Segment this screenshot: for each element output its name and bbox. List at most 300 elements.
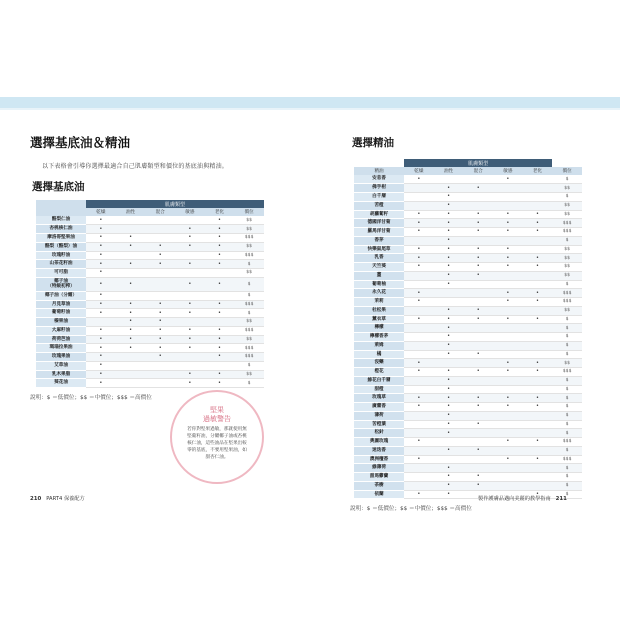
essential-oil-empty-cell xyxy=(434,455,464,464)
bullet-mark: • xyxy=(447,350,451,357)
essential-oil-name: 綠花白千層 xyxy=(354,376,404,385)
essential-oil-price: $ xyxy=(552,403,582,412)
essential-oil-mark-cell xyxy=(463,481,493,490)
essential-oil-mark-cell xyxy=(463,210,493,219)
bullet-mark: • xyxy=(99,225,103,232)
essential-oil-empty-cell xyxy=(404,376,434,385)
carrier-oil-row xyxy=(36,291,264,300)
essential-oil-empty-cell xyxy=(404,201,434,210)
price-legend-right: 說明：$ ＝低價位；$$ ＝中價位；$$$ ＝高價位 xyxy=(350,506,472,513)
essential-oil-price: $ xyxy=(552,324,582,333)
essential-oil-price: $$ xyxy=(552,184,582,193)
carrier-oil-name: 葵花油 xyxy=(36,379,86,388)
carrier-oil-mark-cell xyxy=(116,242,146,251)
essential-oil-empty-cell xyxy=(463,411,493,420)
bullet-mark: • xyxy=(99,269,103,276)
carrier-oil-price: $$ xyxy=(234,370,264,379)
bullet-mark: • xyxy=(535,368,539,375)
essential-oil-name: 澳洲檀香 xyxy=(354,455,404,464)
bullet-mark: • xyxy=(188,370,192,377)
carrier-oil-price: $ xyxy=(234,277,264,291)
essential-oil-empty-cell xyxy=(523,193,553,202)
essential-oil-empty-cell xyxy=(493,280,523,289)
bullet-mark: • xyxy=(506,210,510,217)
bullet-mark: • xyxy=(506,175,510,182)
bullet-mark: • xyxy=(158,300,162,307)
bullet-mark: • xyxy=(188,344,192,351)
essential-oil-row xyxy=(354,376,582,385)
essential-oil-mark-cell xyxy=(493,210,523,219)
bullet-mark: • xyxy=(535,403,539,410)
essential-oil-mark-cell xyxy=(404,359,434,368)
essential-oil-mark-cell xyxy=(434,324,464,333)
essential-oil-mark-cell xyxy=(404,315,434,324)
essential-oil-row xyxy=(354,350,582,359)
carrier-oil-empty-cell xyxy=(205,291,235,300)
essential-oil-empty-cell xyxy=(404,429,434,438)
essential-oil-empty-cell xyxy=(463,324,493,333)
carrier-oil-mark-cell xyxy=(205,277,235,291)
essential-oil-empty-cell xyxy=(493,376,523,385)
essential-oil-mark-cell xyxy=(493,368,523,377)
carrier-oil-row xyxy=(36,269,264,278)
essential-oil-empty-cell xyxy=(493,306,523,315)
essential-oil-name: 苦橙 xyxy=(354,201,404,210)
essential-oil-price: $$$ xyxy=(552,289,582,298)
carrier-col-header: 價位 xyxy=(234,208,264,216)
essential-oil-price: $$ xyxy=(552,359,582,368)
bullet-mark: • xyxy=(535,359,539,366)
bullet-mark: • xyxy=(476,245,480,252)
bullet-mark: • xyxy=(217,243,221,250)
carrier-oil-mark-cell xyxy=(116,344,146,353)
bullet-mark: • xyxy=(447,447,451,454)
left-running-head: PART4 保養配方 xyxy=(46,496,85,502)
bullet-mark: • xyxy=(417,394,421,401)
essential-oil-name: 甜橙 xyxy=(354,385,404,394)
bullet-mark: • xyxy=(476,228,480,235)
bullet-mark: • xyxy=(447,403,451,410)
essential-oil-empty-cell xyxy=(434,175,464,184)
essential-oil-name: 玫瑰草 xyxy=(354,394,404,403)
carrier-oil-mark-cell xyxy=(86,242,116,251)
bullet-mark: • xyxy=(417,263,421,270)
carrier-oil-mark-cell xyxy=(86,251,116,260)
essential-oil-row xyxy=(354,429,582,438)
carrier-oil-name: 山茶花籽油 xyxy=(36,260,86,269)
carrier-oil-name: 酪梨（酪梨）油 xyxy=(36,242,86,251)
essential-oil-price: $ xyxy=(552,464,582,473)
bullet-mark: • xyxy=(417,245,421,252)
essential-oil-price: $ xyxy=(552,490,582,499)
bullet-mark: • xyxy=(447,280,451,287)
essential-oil-name: 茶樹 xyxy=(354,481,404,490)
essential-oil-mark-cell xyxy=(434,271,464,280)
essential-oil-name: 苦橙葉 xyxy=(354,420,404,429)
essential-oil-empty-cell xyxy=(523,376,553,385)
bullet-mark: • xyxy=(535,438,539,445)
bullet-mark: • xyxy=(447,263,451,270)
essential-oil-row xyxy=(354,175,582,184)
essential-oil-empty-cell xyxy=(493,236,523,245)
bullet-mark: • xyxy=(535,298,539,305)
essential-oil-empty-cell xyxy=(404,280,434,289)
bullet-mark: • xyxy=(506,254,510,261)
essential-oil-empty-cell xyxy=(434,289,464,298)
essential-oil-empty-cell xyxy=(463,455,493,464)
essential-oil-empty-cell xyxy=(493,271,523,280)
essential-oil-mark-cell xyxy=(404,210,434,219)
carrier-oil-mark-cell xyxy=(175,309,205,318)
bullet-mark: • xyxy=(417,298,421,305)
carrier-oil-empty-cell xyxy=(116,269,146,278)
essential-oil-empty-cell xyxy=(493,473,523,482)
essential-oil-mark-cell xyxy=(493,254,523,263)
carrier-oil-name: 艾草油 xyxy=(36,361,86,370)
bullet-mark: • xyxy=(129,309,133,316)
right-page xyxy=(350,125,590,512)
bullet-mark: • xyxy=(476,394,480,401)
bullet-mark: • xyxy=(158,335,162,342)
essential-oil-price: $$$ xyxy=(552,455,582,464)
carrier-oil-name: 榛果油 xyxy=(36,318,86,327)
carrier-oil-empty-cell xyxy=(145,361,175,370)
bullet-mark: • xyxy=(447,219,451,226)
warning-title-line1: 堅果 xyxy=(210,406,224,414)
essential-oil-empty-cell xyxy=(404,324,434,333)
bullet-mark: • xyxy=(417,254,421,261)
carrier-oil-mark-cell xyxy=(205,234,235,243)
essential-oil-row xyxy=(354,184,582,193)
essential-oil-mark-cell xyxy=(434,280,464,289)
essential-oil-name: 胡蘿蔔籽 xyxy=(354,210,404,219)
carrier-oil-mark-cell xyxy=(86,269,116,278)
essential-oil-price: $ xyxy=(552,376,582,385)
bullet-mark: • xyxy=(535,263,539,270)
bullet-mark: • xyxy=(417,210,421,217)
essential-oil-row xyxy=(354,464,582,473)
carrier-oil-empty-cell xyxy=(116,361,146,370)
carrier-oil-empty-cell xyxy=(175,291,205,300)
essential-oil-row xyxy=(354,403,582,412)
essential-oil-empty-cell xyxy=(523,411,553,420)
essential-oil-empty-cell xyxy=(523,446,553,455)
essential-oil-name: 乳香 xyxy=(354,254,404,263)
carrier-oil-row xyxy=(36,277,264,291)
carrier-oil-mark-cell xyxy=(205,309,235,318)
bullet-mark: • xyxy=(447,473,451,480)
essential-oil-mark-cell xyxy=(434,333,464,342)
price-legend: 說明：$ ＝低價位；$$ ＝中價位；$$$ ＝高價位 xyxy=(30,395,152,401)
essential-oil-mark-cell xyxy=(523,403,553,412)
top-color-band xyxy=(0,97,620,108)
essential-oil-row xyxy=(354,324,582,333)
bullet-mark: • xyxy=(99,335,103,342)
essential-oil-empty-cell xyxy=(404,333,434,342)
carrier-oil-name: 椰子油（分餾） xyxy=(36,291,86,300)
carrier-oil-name: 大麻籽油 xyxy=(36,326,86,335)
essential-oil-mark-cell xyxy=(434,368,464,377)
essential-oil-mark-cell xyxy=(434,473,464,482)
essential-oil-empty-cell xyxy=(463,298,493,307)
carrier-oil-row xyxy=(36,379,264,388)
carrier-oil-mark-cell xyxy=(86,234,116,243)
essential-oil-mark-cell xyxy=(463,184,493,193)
essential-oil-mark-cell xyxy=(434,481,464,490)
bullet-mark: • xyxy=(217,280,221,287)
bullet-mark: • xyxy=(217,335,221,342)
essential-oil-mark-cell xyxy=(463,420,493,429)
bullet-mark: • xyxy=(506,455,510,462)
bullet-mark: • xyxy=(417,228,421,235)
bullet-mark: • xyxy=(447,210,451,217)
essential-oil-empty-cell xyxy=(493,481,523,490)
essential-oil-price: $ xyxy=(552,341,582,350)
bullet-mark: • xyxy=(535,254,539,261)
essential-oil-empty-cell xyxy=(404,473,434,482)
bullet-mark: • xyxy=(506,315,510,322)
bullet-mark: • xyxy=(476,272,480,279)
essential-oil-row xyxy=(354,333,582,342)
essential-oil-empty-cell xyxy=(493,324,523,333)
bullet-mark: • xyxy=(506,219,510,226)
bullet-mark: • xyxy=(506,298,510,305)
carrier-oil-name: 月見草油 xyxy=(36,300,86,309)
carrier-oil-mark-cell xyxy=(86,379,116,388)
essential-oil-row xyxy=(354,385,582,394)
bullet-mark: • xyxy=(476,219,480,226)
essential-oil-mark-cell xyxy=(434,394,464,403)
bullet-mark: • xyxy=(129,344,133,351)
carrier-oil-empty-cell xyxy=(175,269,205,278)
essential-oil-mark-cell xyxy=(434,315,464,324)
carrier-oil-mark-cell xyxy=(86,291,116,300)
essential-oil-name: 薰衣草 xyxy=(354,315,404,324)
carrier-oil-mark-cell xyxy=(145,251,175,260)
essential-oil-name: 廣藿香 xyxy=(354,403,404,412)
bullet-mark: • xyxy=(217,216,221,223)
essential-oil-price: $$$ xyxy=(552,368,582,377)
bullet-mark: • xyxy=(476,473,480,480)
carrier-oil-name: 杏桃核仁油 xyxy=(36,225,86,234)
essential-oil-empty-cell xyxy=(493,429,523,438)
carrier-oil-mark-cell xyxy=(116,300,146,309)
essential-oil-empty-cell xyxy=(523,464,553,473)
essential-col-header: 乾燥 xyxy=(404,167,434,175)
carrier-col-header: 老化 xyxy=(205,208,235,216)
essential-col-header: 敏感 xyxy=(493,167,523,175)
bullet-mark: • xyxy=(129,300,133,307)
essential-oil-name: 杜松果 xyxy=(354,306,404,315)
essential-oil-price: $$ xyxy=(552,263,582,272)
essential-oil-mark-cell xyxy=(434,184,464,193)
bullet-mark: • xyxy=(417,490,421,497)
bullet-mark: • xyxy=(217,370,221,377)
left-page-number: 210 xyxy=(30,496,42,502)
carrier-oil-mark-cell xyxy=(145,344,175,353)
essential-oil-empty-cell xyxy=(523,280,553,289)
essential-oil-mark-cell xyxy=(434,376,464,385)
essential-oil-mark-cell xyxy=(434,245,464,254)
bullet-mark: • xyxy=(535,315,539,322)
carrier-oil-empty-cell xyxy=(175,251,205,260)
essential-oil-mark-cell xyxy=(463,219,493,228)
essential-oil-mark-cell xyxy=(404,175,434,184)
essential-oil-name: 白千層 xyxy=(354,193,404,202)
bullet-mark: • xyxy=(99,379,103,386)
essential-oil-empty-cell xyxy=(463,429,493,438)
bullet-mark: • xyxy=(447,254,451,261)
carrier-oil-mark-cell xyxy=(205,344,235,353)
essential-oil-empty-cell xyxy=(404,420,434,429)
bullet-mark: • xyxy=(158,260,162,267)
carrier-oil-empty-cell xyxy=(205,361,235,370)
essential-col-header: 老化 xyxy=(523,167,553,175)
carrier-oil-mark-cell xyxy=(116,277,146,291)
essential-oil-mark-cell xyxy=(434,228,464,237)
bullet-mark: • xyxy=(535,394,539,401)
essential-oil-row xyxy=(354,455,582,464)
essential-oil-mark-cell xyxy=(434,254,464,263)
bullet-mark: • xyxy=(99,251,103,258)
essential-oil-name: 羅馬洋甘菊 xyxy=(354,228,404,237)
carrier-oil-mark-cell xyxy=(205,242,235,251)
bullet-mark: • xyxy=(99,234,103,241)
bullet-mark: • xyxy=(158,309,162,316)
carrier-oil-mark-cell xyxy=(175,370,205,379)
bullet-mark: • xyxy=(217,225,221,232)
bullet-mark: • xyxy=(447,412,451,419)
carrier-oil-mark-cell xyxy=(86,353,116,362)
carrier-oil-mark-cell xyxy=(116,318,146,327)
carrier-oil-mark-cell xyxy=(175,300,205,309)
essential-oil-name: 檸檬 xyxy=(354,324,404,333)
bullet-mark: • xyxy=(217,379,221,386)
essential-oil-empty-cell xyxy=(493,333,523,342)
essential-oil-price: $$$ xyxy=(552,438,582,447)
table-corner-right-end xyxy=(552,159,582,167)
essential-oil-empty-cell xyxy=(463,280,493,289)
essential-oil-name: 茉莉 xyxy=(354,298,404,307)
carrier-oil-name: 瑪瑙拉果油 xyxy=(36,344,86,353)
essential-oil-empty-cell xyxy=(463,376,493,385)
essential-oil-mark-cell xyxy=(434,420,464,429)
carrier-oil-price: $$$ xyxy=(234,344,264,353)
bullet-mark: • xyxy=(99,292,103,299)
essential-oil-empty-cell xyxy=(523,324,553,333)
bullet-mark: • xyxy=(158,243,162,250)
carrier-col-header: 混合 xyxy=(145,208,175,216)
essential-oil-empty-cell xyxy=(404,306,434,315)
essential-oil-name: 葡萄柚 xyxy=(354,280,404,289)
carrier-oil-price: $$ xyxy=(234,335,264,344)
carrier-oil-mark-cell xyxy=(205,379,235,388)
bullet-mark: • xyxy=(476,350,480,357)
essential-oil-row xyxy=(354,289,582,298)
bullet-mark: • xyxy=(417,368,421,375)
bullet-mark: • xyxy=(506,289,510,296)
carrier-oil-row xyxy=(36,344,264,353)
essential-oil-row xyxy=(354,245,582,254)
carrier-oil-row xyxy=(36,361,264,370)
essential-oil-mark-cell xyxy=(493,219,523,228)
carrier-oil-row xyxy=(36,216,264,225)
essential-oil-name: 永久花 xyxy=(354,289,404,298)
bullet-mark: • xyxy=(188,379,192,386)
carrier-oil-price: $$ xyxy=(234,242,264,251)
essential-oil-row xyxy=(354,315,582,324)
carrier-oil-mark-cell xyxy=(175,379,205,388)
carrier-oil-price: $ xyxy=(234,309,264,318)
essential-oil-empty-cell xyxy=(404,411,434,420)
carrier-oil-row xyxy=(36,251,264,260)
essential-oil-mark-cell xyxy=(404,394,434,403)
essential-oil-empty-cell xyxy=(404,193,434,202)
carrier-oil-mark-cell xyxy=(145,326,175,335)
carrier-oil-mark-cell xyxy=(145,353,175,362)
carrier-oil-row xyxy=(36,353,264,362)
essential-oil-price: $$ xyxy=(552,245,582,254)
essential-oil-row xyxy=(354,228,582,237)
carrier-oil-mark-cell xyxy=(86,370,116,379)
essential-oil-mark-cell xyxy=(434,263,464,272)
bullet-mark: • xyxy=(506,394,510,401)
essential-oil-price: $$$ xyxy=(552,219,582,228)
essential-oil-name: 天竺葵 xyxy=(354,263,404,272)
essential-oil-row xyxy=(354,298,582,307)
essential-oil-empty-cell xyxy=(493,341,523,350)
bullet-mark: • xyxy=(447,429,451,436)
essential-oil-mark-cell xyxy=(434,306,464,315)
bullet-mark: • xyxy=(129,335,133,342)
essential-oil-empty-cell xyxy=(404,271,434,280)
essential-oil-mark-cell xyxy=(463,394,493,403)
essential-oil-table xyxy=(354,159,582,499)
bullet-mark: • xyxy=(417,403,421,410)
nut-allergy-warning xyxy=(170,390,264,484)
essential-oil-empty-cell xyxy=(493,193,523,202)
carrier-oil-mark-cell xyxy=(116,309,146,318)
essential-oil-mark-cell xyxy=(463,254,493,263)
carrier-oil-row xyxy=(36,260,264,269)
carrier-oil-empty-cell xyxy=(116,291,146,300)
essential-col-header: 混合 xyxy=(463,167,493,175)
essential-oil-mark-cell xyxy=(523,438,553,447)
essential-oil-mark-cell xyxy=(463,245,493,254)
essential-oil-row xyxy=(354,236,582,245)
bullet-mark: • xyxy=(129,243,133,250)
essential-oil-mark-cell xyxy=(434,201,464,210)
essential-oil-name: 迷迭香 xyxy=(354,446,404,455)
carrier-oil-row xyxy=(36,326,264,335)
essential-oil-empty-cell xyxy=(463,201,493,210)
essential-oil-empty-cell xyxy=(463,359,493,368)
essential-oil-row xyxy=(354,438,582,447)
essential-oil-price: $ xyxy=(552,481,582,490)
essential-oil-empty-cell xyxy=(463,175,493,184)
carrier-oil-price: $$$ xyxy=(234,251,264,260)
section-title-essential-oils: 選擇精油 xyxy=(352,137,394,149)
essential-oil-empty-cell xyxy=(523,481,553,490)
carrier-oil-price: $$$ xyxy=(234,234,264,243)
carrier-oil-price: $$ xyxy=(234,216,264,225)
carrier-oil-mark-cell xyxy=(145,318,175,327)
bullet-mark: • xyxy=(99,309,103,316)
carrier-oil-empty-cell xyxy=(175,216,205,225)
essential-oil-mark-cell xyxy=(434,350,464,359)
carrier-oil-empty-cell xyxy=(205,269,235,278)
essential-oil-mark-cell xyxy=(523,368,553,377)
